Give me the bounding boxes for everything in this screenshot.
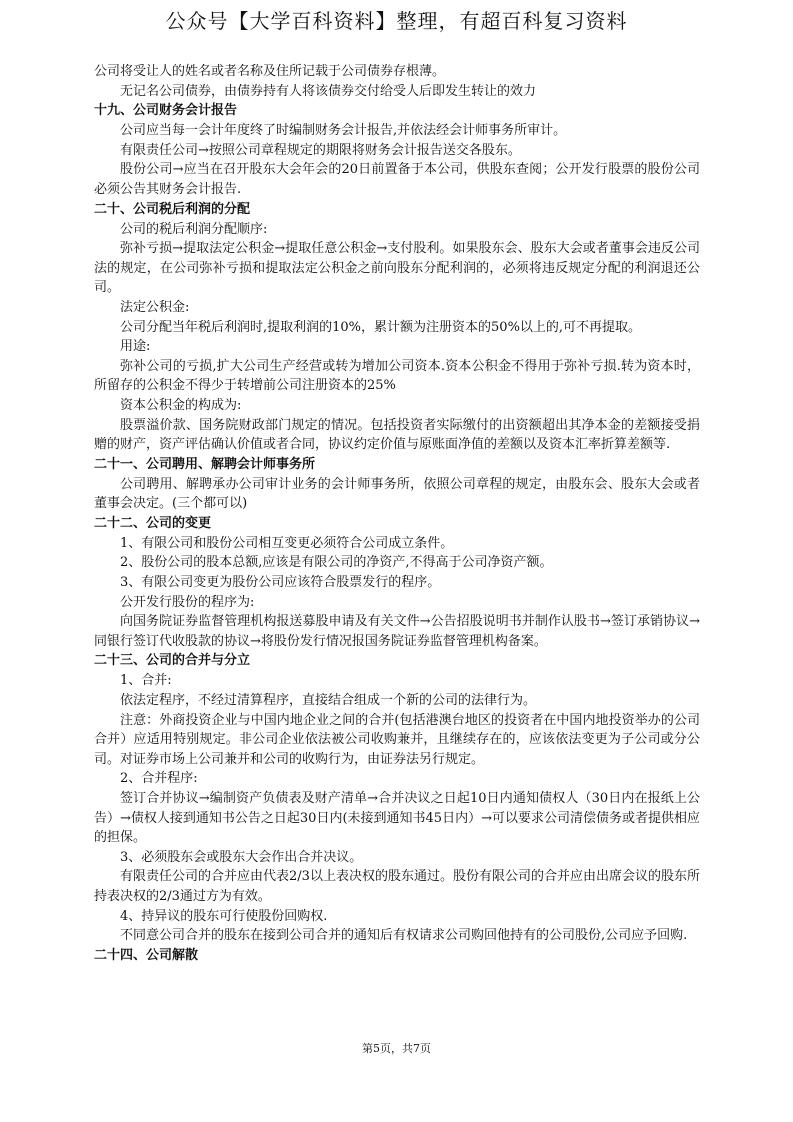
body-paragraph: 无记名公司债券，由债券持有人将该债券交付给受人后即发生转让的效力: [120, 83, 537, 99]
body-paragraph: 1、有限公司和股份公司相互变更必须符合公司成立条件。: [120, 535, 454, 551]
body-paragraph: 3、有限公司变更为股份公司应该符合股票发行的程序。: [120, 575, 441, 591]
body-paragraph: 注意：外商投资企业与中国内地企业之间的合并(包括港澳台地区的投资者在中国内地投资举办的公司合并）应适用特别规定。非公司企业依法被公司收购兼并，且继续存在的，应该依法变更为子公司或分公司。对证券市场上公司兼并和公司的收购行为，由证券法另行规定。: [94, 712, 700, 767]
body-paragraph: 股份公司→应当在召开股东大会年会的20日前置备于本公司，供股东查阅；公开发行股票的股份公司必须公告其财务会计报告.: [94, 162, 700, 197]
section-heading: 二十二、公司的变更: [94, 515, 212, 531]
body-paragraph: 2、合并程序:: [120, 771, 198, 787]
page-header: 公众号【大学百科资料】整理，有超百科复习资料: [165, 9, 628, 33]
body-paragraph: 不同意公司合并的股东在接到公司合并的通知后有权请求公司购回他持有的公司股份,公司应予回购.: [120, 928, 688, 944]
body-paragraph: 1、合并:: [120, 673, 172, 689]
body-paragraph: 公开发行股份的程序为:: [120, 594, 255, 610]
body-paragraph: 签订合并协议→编制资产负债表及财产清单→合并决议之日起10日内通知债权人（30日内在报纸上公告）→债权人接到通知书公告之日起30日内(未接到通知书45日内）→可以要求公司清偿债务或者提供相应的担保。: [94, 791, 700, 846]
body-paragraph: 2、股份公司的股本总额,应该是有限公司的净资产,不得高于公司净资产额。: [120, 555, 553, 571]
body-paragraph: 向国务院证券监督管理机构报送募股申请及有关文件→公告招股说明书并制作认股书→签订承销协议→同银行签订代收股款的协议→将股份发行情况报国务院证券监督管理机构备案。: [94, 614, 700, 649]
body-paragraph: 有限责任公司→按照公司章程规定的期限将财务会计报告送交各股东。: [120, 142, 521, 158]
section-heading: 二十、公司税后利润的分配: [94, 201, 251, 217]
body-paragraph: 依法定程序，不经过清算程序，直接结合组成一个新的公司的法律行为。: [120, 693, 537, 709]
body-paragraph: 公司将受让人的姓名或者名称及住所记载于公司债券存根薄。: [94, 64, 446, 79]
body-paragraph: 股票溢价款、国务院财政部门规定的情况。包括投资者实际缴付的出资额超出其净本金的差额接受捐赠的财产，资产评估确认价值或者合同，协议约定价值与原账面净值的差额以及资本汇率折算差额等.: [94, 417, 700, 453]
section-heading: 二十四、公司解散: [94, 947, 199, 963]
body-paragraph: 弥补公司的亏损,扩大公司生产经营或转为增加公司资本.资本公积金不得用于弥补亏损.转为资本时，所留存的公积金不得少于转增前公司注册资本的25%: [94, 358, 700, 394]
section-heading: 二十三、公司的合并与分立: [94, 653, 251, 669]
body-paragraph: 公司聘用、解聘承办公司审计业务的会计师事务所，依照公司章程的规定，由股东会、股东大会或者董事会决定。(三个都可以): [94, 476, 700, 512]
body-paragraph: 3、必须股东会或股东大会作出合并决议。: [120, 849, 363, 865]
section-heading: 二十一、公司聘用、解聘会计师事务所: [94, 456, 316, 472]
body-paragraph: 4、持异议的股东可行使股份回购权.: [120, 908, 328, 924]
body-paragraph: 资本公积金的构成为:: [120, 397, 242, 413]
document-body: [94, 62, 700, 966]
body-paragraph: 用途:: [120, 339, 151, 355]
body-paragraph: 公司应当每一会计年度终了时编制财务会计报告,并依法经会计师事务所审计。: [120, 123, 567, 139]
body-paragraph: 公司分配当年税后利润时,提取利润的10%，累计额为注册资本的50%以上的,可不再提取。: [120, 319, 642, 335]
body-paragraph: 有限责任公司的合并应由代表2/3以上表决权的股东通过。股份有限公司的合并应由出席会议的股东所持表决权的2/3通过方为有效。: [94, 869, 700, 904]
section-heading: 十九、公司财务会计报告: [94, 103, 238, 119]
page-footer: 第5页，共7页: [362, 1042, 431, 1055]
body-paragraph: 法定公积金:: [120, 299, 190, 315]
body-paragraph: 公司的税后利润分配顺序:: [120, 221, 268, 237]
body-paragraph: 弥补亏损→提取法定公积金→提取任意公积金→支付股利。如果股东会、股东大会或者董事会违反公司法的规定，在公司弥补亏损和提取法定公积金之前向股东分配利润的，必须将违反规定分配的利润退还公司。: [94, 241, 700, 296]
